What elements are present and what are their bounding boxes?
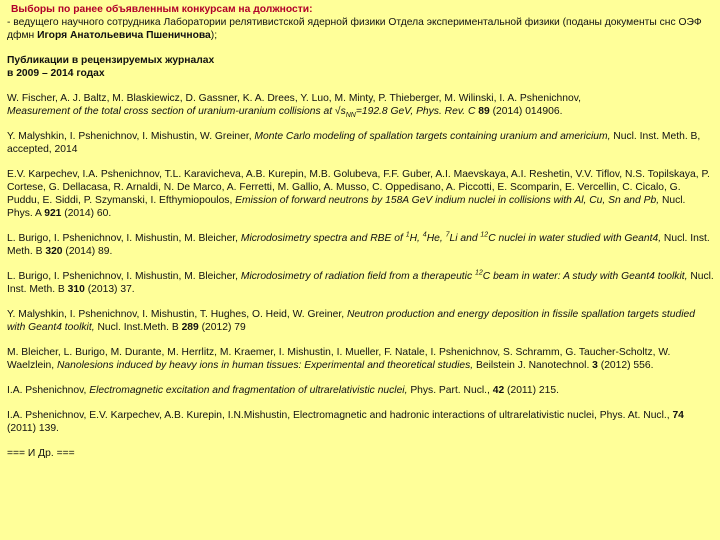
section-heading-line1: Публикации в рецензируемых журналах: [7, 55, 215, 66]
pub-volume: 289: [181, 322, 199, 333]
pub-volume: 310: [67, 284, 85, 295]
pub-volume: 320: [45, 246, 63, 257]
pub-volume: 921: [44, 208, 62, 219]
pub-authors: Y. Malyshkin, I. Pshenichnov, I. Mishustin, W. Greiner,: [7, 131, 255, 142]
pub-journal: Phys. Part. Nucl.,: [407, 385, 493, 396]
pub-journal: Beilstein J. Nanotechnol.: [473, 360, 593, 371]
publication-entry: [7, 232, 714, 258]
pub-title: Electromagnetic excitation and fragmentation of ultrarelativistic nuclei,: [89, 385, 408, 396]
pub-title: Electromagnetic and hadronic interactions of ultrarelativistic nuclei,: [292, 410, 597, 421]
pub-title: Emission of forward neutrons by 158A GeV indium nuclei in collisions with Al, Cu, Sn and Pb,: [235, 195, 660, 206]
position-text: - ведущего научного сотрудника Лаборатории релятивистской ядерной физики Отдела экспериментальной физики (поданы документы снс ОЭФ дфмн: [7, 17, 702, 41]
pub-title: Microdosimetry spectra and RBE of $^1$H, $^4$He, $^7$Li and $^{12}$C nuclei in water studied with Geant4,: [240, 231, 662, 244]
pub-year-pages: (2012) 79: [198, 322, 246, 333]
pub-year-pages: Nucl. Inst. Meth. B, accepted, 2014: [7, 131, 701, 155]
section-heading-line2: в 2009 – 2014 годах: [7, 68, 105, 79]
publication-entry: [7, 384, 714, 397]
publication-entry: [7, 168, 714, 220]
pub-title: Microdosimetry of radiation field from a therapeutic $^{12}$C beam in water: A study with Geant4 toolkit,: [240, 269, 688, 282]
pub-authors: I.A. Pshenichnov, E.V. Karpechev, A.B. Kurepin, I.N.Mishustin,: [7, 410, 293, 421]
page-title: Выборы по ранее объявленным конкурсам на должности:: [11, 4, 313, 15]
pub-year-pages: (2011) 215.: [504, 385, 559, 396]
pub-journal: Phys. At. Nucl.,: [596, 410, 673, 421]
pub-authors: Y. Malyshkin, I. Pshenichnov, I. Mishustin, T. Hughes, O. Heid, W. Greiner,: [7, 309, 347, 320]
pub-title: Monte Carlo modeling of spallation targets containing uranium and americium,: [254, 131, 611, 142]
pub-year-pages: (2014) 89.: [62, 246, 113, 257]
pub-volume: 74: [672, 410, 684, 421]
position-description: [7, 16, 714, 42]
pub-authors: I.A. Pshenichnov,: [7, 385, 90, 396]
pub-authors: E.V. Karpechev, I.A. Pshenichnov, T.L. Karavicheva, A.B. Kurepin, M.B. Golubeva, F.F. Guber, A.I. Maevskaya, A.I. Reshetin, V.V. Tiflov, N.S. Topilskaya, P. Cortese, G. Dellacasa, R. Arnaldi, N. De Marco, A. Ferretti, M. Gallio, A. Musso, C. Oppedisano, A. Piccotti, E. Scomparin, E. Vercellin, C. Cicalo, G. Puddu, E. Siddi, P. Szymanski, I. Efthymiopoulos,: [7, 169, 710, 206]
pub-authors: W. Fischer, A. J. Baltz, M. Blaskiewicz, D. Gassner, K. A. Drees, Y. Luo, M. Minty, P. Thieberger, M. Wilinski, I. A. Pshenichnov,: [7, 93, 581, 104]
pub-authors: L. Burigo, I. Pshenichnov, I. Mishustin, M. Bleicher,: [7, 271, 241, 282]
pub-journal: Nucl. Inst.Meth. B: [94, 322, 182, 333]
publication-entry: [7, 409, 714, 435]
pub-journal: Nucl. Phys. A: [7, 195, 686, 219]
pub-volume: 89: [478, 106, 490, 117]
candidate-name: Игоря Анатольевича Пшеничнова: [37, 30, 211, 41]
pub-title: Nanolesions induced by heavy ions in human tissues: Experimental and theoretical studies,: [56, 360, 474, 371]
pub-title: Measurement of the total cross section of uranium-uranium collisions at $√s_{NN}=192.8$ GeV, Phys. Rev. C: [7, 106, 479, 120]
position-text-end: );: [210, 30, 218, 41]
pub-year-pages: (2014) 60.: [61, 208, 112, 219]
publication-entry: [7, 270, 714, 296]
pub-journal: Nucl. Inst. Meth. B: [7, 271, 714, 295]
publication-entry: [7, 308, 714, 334]
pub-year-pages: (2012) 556.: [597, 360, 654, 371]
section-heading: [7, 54, 714, 80]
publication-entry: [7, 346, 714, 372]
pub-year-pages: (2014) 014906.: [489, 106, 563, 117]
pub-journal: Nucl. Inst. Meth. B: [7, 233, 710, 257]
publication-entry: [7, 92, 714, 118]
publication-entry: [7, 130, 714, 156]
continuation-note: === И Др. ===: [7, 448, 75, 459]
pub-authors: M. Bleicher, L. Burigo, M. Durante, M. Herrlitz, M. Kraemer, I. Mishustin, I. Mueller, F. Natale, I. Pshenichnov, S. Schramm, G. Taucher-Scholtz, W. Waelzlein,: [7, 347, 671, 371]
pub-volume: 42: [492, 385, 505, 396]
pub-year-pages: (2011) 139.: [7, 423, 59, 434]
pub-authors: L. Burigo, I. Pshenichnov, I. Mishustin, M. Bleicher,: [7, 233, 241, 244]
pub-title: Neutron production and energy deposition in fissile spallation targets studied with Geant4 toolkit,: [7, 309, 695, 333]
pub-year-pages: (2013) 37.: [84, 284, 135, 295]
pub-volume: 3: [592, 360, 598, 371]
